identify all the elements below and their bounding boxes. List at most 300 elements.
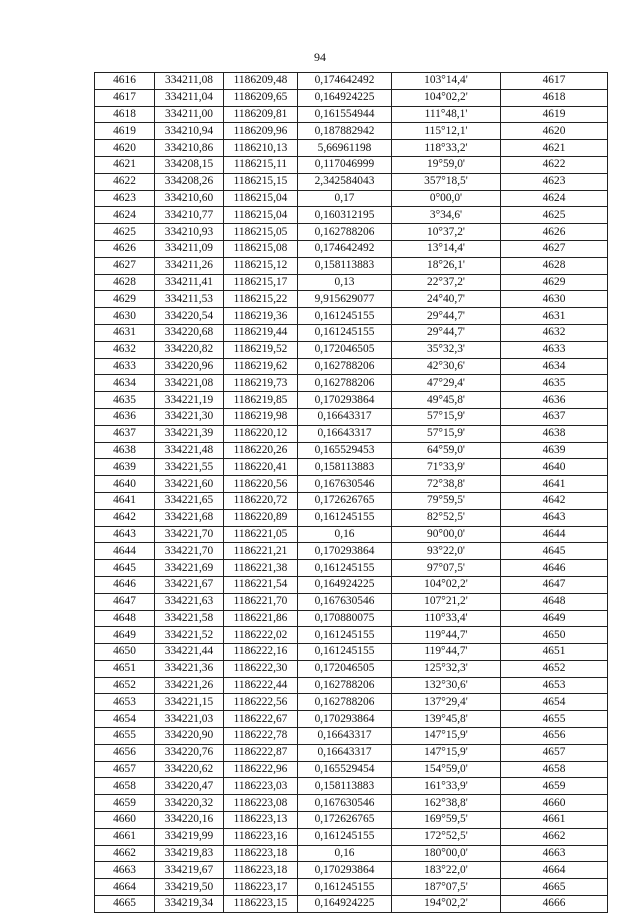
- bearing-cell: 180°00,0': [392, 845, 501, 862]
- x-coordinate-cell: 334219,34: [155, 896, 224, 913]
- distance-cell: 0,170293864: [298, 711, 392, 728]
- distance-cell: 0,165529454: [298, 761, 392, 778]
- y-coordinate-cell: 1186209,65: [224, 89, 298, 106]
- next-point-cell: 4634: [501, 358, 608, 375]
- point-number-cell: 4642: [95, 509, 155, 526]
- distance-cell: 0,167630546: [298, 593, 392, 610]
- bearing-cell: 119°44,7': [392, 644, 501, 661]
- x-coordinate-cell: 334219,83: [155, 845, 224, 862]
- point-number-cell: 4629: [95, 291, 155, 308]
- y-coordinate-cell: 1186220,89: [224, 509, 298, 526]
- y-coordinate-cell: 1186219,62: [224, 358, 298, 375]
- distance-cell: 0,16643317: [298, 728, 392, 745]
- distance-cell: 0,164924225: [298, 896, 392, 913]
- bearing-cell: 118°33,2': [392, 140, 501, 157]
- next-point-cell: 4641: [501, 476, 608, 493]
- distance-cell: 0,165529453: [298, 442, 392, 459]
- y-coordinate-cell: 1186222,67: [224, 711, 298, 728]
- point-number-cell: 4625: [95, 224, 155, 241]
- table-row: [95, 291, 608, 308]
- distance-cell: 5,66961198: [298, 140, 392, 157]
- distance-cell: 0,172626765: [298, 812, 392, 829]
- y-coordinate-cell: 1186223,18: [224, 862, 298, 879]
- bearing-cell: 357°18,5': [392, 173, 501, 190]
- next-point-cell: 4648: [501, 593, 608, 610]
- y-coordinate-cell: 1186219,85: [224, 392, 298, 409]
- x-coordinate-cell: 334221,63: [155, 593, 224, 610]
- next-point-cell: 4660: [501, 795, 608, 812]
- table-row: [95, 560, 608, 577]
- y-coordinate-cell: 1186220,56: [224, 476, 298, 493]
- distance-cell: 0,164924225: [298, 89, 392, 106]
- next-point-cell: 4649: [501, 610, 608, 627]
- distance-cell: 0,187882942: [298, 123, 392, 140]
- distance-cell: 0,167630546: [298, 476, 392, 493]
- x-coordinate-cell: 334211,09: [155, 240, 224, 257]
- distance-cell: 0,160312195: [298, 207, 392, 224]
- distance-cell: 0,167630546: [298, 795, 392, 812]
- bearing-cell: 107°21,2': [392, 593, 501, 610]
- bearing-cell: 172°52,5': [392, 828, 501, 845]
- bearing-cell: 104°02,2': [392, 576, 501, 593]
- bearing-cell: 194°02,2': [392, 896, 501, 913]
- x-coordinate-cell: 334210,94: [155, 123, 224, 140]
- point-number-cell: 4662: [95, 845, 155, 862]
- next-point-cell: 4637: [501, 408, 608, 425]
- next-point-cell: 4646: [501, 560, 608, 577]
- bearing-cell: 82°52,5': [392, 509, 501, 526]
- distance-cell: 0,164924225: [298, 576, 392, 593]
- distance-cell: 0,16: [298, 526, 392, 543]
- point-number-cell: 4663: [95, 862, 155, 879]
- x-coordinate-cell: 334220,47: [155, 778, 224, 795]
- x-coordinate-cell: 334208,26: [155, 173, 224, 190]
- bearing-cell: 183°22,0': [392, 862, 501, 879]
- table-row: [95, 795, 608, 812]
- next-point-cell: 4663: [501, 845, 608, 862]
- x-coordinate-cell: 334219,50: [155, 879, 224, 896]
- point-number-cell: 4647: [95, 593, 155, 610]
- y-coordinate-cell: 1186222,30: [224, 660, 298, 677]
- next-point-cell: 4657: [501, 744, 608, 761]
- next-point-cell: 4653: [501, 677, 608, 694]
- distance-cell: 0,170293864: [298, 862, 392, 879]
- bearing-cell: 79°59,5': [392, 492, 501, 509]
- point-number-cell: 4645: [95, 560, 155, 577]
- next-point-cell: 4658: [501, 761, 608, 778]
- distance-cell: 0,162788206: [298, 375, 392, 392]
- point-number-cell: 4660: [95, 812, 155, 829]
- y-coordinate-cell: 1186215,22: [224, 291, 298, 308]
- table-body: [95, 73, 608, 913]
- bearing-cell: 3°34,6': [392, 207, 501, 224]
- bearing-cell: 57°15,9': [392, 408, 501, 425]
- x-coordinate-cell: 334221,48: [155, 442, 224, 459]
- y-coordinate-cell: 1186221,70: [224, 593, 298, 610]
- point-number-cell: 4618: [95, 106, 155, 123]
- x-coordinate-cell: 334210,60: [155, 190, 224, 207]
- y-coordinate-cell: 1186221,38: [224, 560, 298, 577]
- bearing-cell: 18°26,1': [392, 257, 501, 274]
- bearing-cell: 154°59,0': [392, 761, 501, 778]
- x-coordinate-cell: 334221,39: [155, 425, 224, 442]
- bearing-cell: 115°12,1': [392, 123, 501, 140]
- x-coordinate-cell: 334220,16: [155, 812, 224, 829]
- point-number-cell: 4632: [95, 341, 155, 358]
- bearing-cell: 49°45,8': [392, 392, 501, 409]
- distance-cell: 0,13: [298, 274, 392, 291]
- x-coordinate-cell: 334211,08: [155, 73, 224, 90]
- table-row: [95, 744, 608, 761]
- table-row: [95, 492, 608, 509]
- distance-cell: 0,17: [298, 190, 392, 207]
- distance-cell: 0,16643317: [298, 408, 392, 425]
- x-coordinate-cell: 334221,03: [155, 711, 224, 728]
- point-number-cell: 4641: [95, 492, 155, 509]
- next-point-cell: 4661: [501, 812, 608, 829]
- next-point-cell: 4659: [501, 778, 608, 795]
- y-coordinate-cell: 1186223,03: [224, 778, 298, 795]
- distance-cell: 0,161554944: [298, 106, 392, 123]
- y-coordinate-cell: 1186223,15: [224, 896, 298, 913]
- bearing-cell: 71°33,9': [392, 459, 501, 476]
- y-coordinate-cell: 1186220,41: [224, 459, 298, 476]
- y-coordinate-cell: 1186215,11: [224, 156, 298, 173]
- distance-cell: 0,16: [298, 845, 392, 862]
- distance-cell: 0,162788206: [298, 358, 392, 375]
- x-coordinate-cell: 334221,58: [155, 610, 224, 627]
- bearing-cell: 93°22,0': [392, 543, 501, 560]
- x-coordinate-cell: 334221,19: [155, 392, 224, 409]
- x-coordinate-cell: 334220,62: [155, 761, 224, 778]
- next-point-cell: 4652: [501, 660, 608, 677]
- bearing-cell: 47°29,4': [392, 375, 501, 392]
- next-point-cell: 4651: [501, 644, 608, 661]
- point-number-cell: 4637: [95, 425, 155, 442]
- x-coordinate-cell: 334221,69: [155, 560, 224, 577]
- y-coordinate-cell: 1186220,26: [224, 442, 298, 459]
- next-point-cell: 4644: [501, 526, 608, 543]
- distance-cell: 9,915629077: [298, 291, 392, 308]
- distance-cell: 0,161245155: [298, 308, 392, 325]
- point-number-cell: 4658: [95, 778, 155, 795]
- bearing-cell: 24°40,7': [392, 291, 501, 308]
- table-row: [95, 862, 608, 879]
- x-coordinate-cell: 334221,55: [155, 459, 224, 476]
- next-point-cell: 4655: [501, 711, 608, 728]
- x-coordinate-cell: 334221,15: [155, 694, 224, 711]
- table-row: [95, 324, 608, 341]
- next-point-cell: 4664: [501, 862, 608, 879]
- next-point-cell: 4629: [501, 274, 608, 291]
- x-coordinate-cell: 334210,86: [155, 140, 224, 157]
- point-number-cell: 4659: [95, 795, 155, 812]
- bearing-cell: 42°30,6': [392, 358, 501, 375]
- x-coordinate-cell: 334210,77: [155, 207, 224, 224]
- next-point-cell: 4647: [501, 576, 608, 593]
- next-point-cell: 4636: [501, 392, 608, 409]
- x-coordinate-cell: 334221,44: [155, 644, 224, 661]
- next-point-cell: 4619: [501, 106, 608, 123]
- distance-cell: 0,161245155: [298, 644, 392, 661]
- point-number-cell: 4617: [95, 89, 155, 106]
- next-point-cell: 4618: [501, 89, 608, 106]
- distance-cell: 0,117046999: [298, 156, 392, 173]
- bearing-cell: 22°37,2': [392, 274, 501, 291]
- point-number-cell: 4616: [95, 73, 155, 90]
- y-coordinate-cell: 1186219,73: [224, 375, 298, 392]
- y-coordinate-cell: 1186209,96: [224, 123, 298, 140]
- table-row: [95, 644, 608, 661]
- point-number-cell: 4657: [95, 761, 155, 778]
- point-number-cell: 4620: [95, 140, 155, 157]
- y-coordinate-cell: 1186223,17: [224, 879, 298, 896]
- point-number-cell: 4639: [95, 459, 155, 476]
- distance-cell: 0,158113883: [298, 459, 392, 476]
- table-row: [95, 509, 608, 526]
- point-number-cell: 4653: [95, 694, 155, 711]
- table-row: [95, 677, 608, 694]
- y-coordinate-cell: 1186220,72: [224, 492, 298, 509]
- table-row: [95, 694, 608, 711]
- distance-cell: 0,174642492: [298, 73, 392, 90]
- point-number-cell: 4626: [95, 240, 155, 257]
- point-number-cell: 4656: [95, 744, 155, 761]
- next-point-cell: 4656: [501, 728, 608, 745]
- point-number-cell: 4655: [95, 728, 155, 745]
- y-coordinate-cell: 1186215,12: [224, 257, 298, 274]
- bearing-cell: 169°59,5': [392, 812, 501, 829]
- y-coordinate-cell: 1186222,87: [224, 744, 298, 761]
- y-coordinate-cell: 1186221,86: [224, 610, 298, 627]
- x-coordinate-cell: 334221,65: [155, 492, 224, 509]
- next-point-cell: 4650: [501, 627, 608, 644]
- point-number-cell: 4665: [95, 896, 155, 913]
- point-number-cell: 4640: [95, 476, 155, 493]
- distance-cell: 0,161245155: [298, 627, 392, 644]
- distance-cell: 0,172046505: [298, 660, 392, 677]
- next-point-cell: 4631: [501, 308, 608, 325]
- table-row: [95, 173, 608, 190]
- table-row: [95, 593, 608, 610]
- y-coordinate-cell: 1186209,81: [224, 106, 298, 123]
- y-coordinate-cell: 1186219,98: [224, 408, 298, 425]
- y-coordinate-cell: 1186209,48: [224, 73, 298, 90]
- point-number-cell: 4664: [95, 879, 155, 896]
- table-row: [95, 89, 608, 106]
- next-point-cell: 4633: [501, 341, 608, 358]
- bearing-cell: 111°48,1': [392, 106, 501, 123]
- bearing-cell: 29°44,7': [392, 324, 501, 341]
- y-coordinate-cell: 1186222,16: [224, 644, 298, 661]
- distance-cell: 0,170293864: [298, 392, 392, 409]
- point-number-cell: 4644: [95, 543, 155, 560]
- point-number-cell: 4650: [95, 644, 155, 661]
- next-point-cell: 4666: [501, 896, 608, 913]
- point-number-cell: 4627: [95, 257, 155, 274]
- table-row: [95, 828, 608, 845]
- x-coordinate-cell: 334219,67: [155, 862, 224, 879]
- table-row: [95, 425, 608, 442]
- point-number-cell: 4638: [95, 442, 155, 459]
- bearing-cell: 90°00,0': [392, 526, 501, 543]
- point-number-cell: 4622: [95, 173, 155, 190]
- x-coordinate-cell: 334221,70: [155, 543, 224, 560]
- table-row: [95, 610, 608, 627]
- table-row: [95, 442, 608, 459]
- next-point-cell: 4621: [501, 140, 608, 157]
- bearing-cell: 161°33,9': [392, 778, 501, 795]
- bearing-cell: 147°15,9': [392, 728, 501, 745]
- y-coordinate-cell: 1186215,04: [224, 207, 298, 224]
- table-row: [95, 728, 608, 745]
- point-number-cell: 4630: [95, 308, 155, 325]
- y-coordinate-cell: 1186219,44: [224, 324, 298, 341]
- x-coordinate-cell: 334220,76: [155, 744, 224, 761]
- distance-cell: 0,172626765: [298, 492, 392, 509]
- next-point-cell: 4630: [501, 291, 608, 308]
- table-row: [95, 812, 608, 829]
- distance-cell: 0,172046505: [298, 341, 392, 358]
- distance-cell: 0,158113883: [298, 778, 392, 795]
- table-row: [95, 308, 608, 325]
- y-coordinate-cell: 1186223,16: [224, 828, 298, 845]
- bearing-cell: 0°00,0': [392, 190, 501, 207]
- next-point-cell: 4628: [501, 257, 608, 274]
- y-coordinate-cell: 1186222,78: [224, 728, 298, 745]
- table-row: [95, 711, 608, 728]
- table-row: [95, 207, 608, 224]
- next-point-cell: 4635: [501, 375, 608, 392]
- distance-cell: 0,16643317: [298, 425, 392, 442]
- page-number: 94: [314, 50, 326, 64]
- bearing-cell: 125°32,3': [392, 660, 501, 677]
- point-number-cell: 4646: [95, 576, 155, 593]
- bearing-cell: 35°32,3': [392, 341, 501, 358]
- x-coordinate-cell: 334211,41: [155, 274, 224, 291]
- table-row: [95, 660, 608, 677]
- y-coordinate-cell: 1186222,02: [224, 627, 298, 644]
- next-point-cell: 4625: [501, 207, 608, 224]
- y-coordinate-cell: 1186220,12: [224, 425, 298, 442]
- bearing-cell: 57°15,9': [392, 425, 501, 442]
- y-coordinate-cell: 1186219,36: [224, 308, 298, 325]
- point-number-cell: 4648: [95, 610, 155, 627]
- table-row: [95, 459, 608, 476]
- next-point-cell: 4620: [501, 123, 608, 140]
- next-point-cell: 4643: [501, 509, 608, 526]
- next-point-cell: 4662: [501, 828, 608, 845]
- distance-cell: 0,162788206: [298, 224, 392, 241]
- point-number-cell: 4651: [95, 660, 155, 677]
- x-coordinate-cell: 334211,53: [155, 291, 224, 308]
- bearing-cell: 132°30,6': [392, 677, 501, 694]
- y-coordinate-cell: 1186215,17: [224, 274, 298, 291]
- table-row: [95, 375, 608, 392]
- distance-cell: 0,161245155: [298, 324, 392, 341]
- x-coordinate-cell: 334221,68: [155, 509, 224, 526]
- y-coordinate-cell: 1186222,56: [224, 694, 298, 711]
- y-coordinate-cell: 1186215,15: [224, 173, 298, 190]
- table-row: [95, 156, 608, 173]
- table-row: [95, 224, 608, 241]
- table-row: [95, 190, 608, 207]
- table-row: [95, 543, 608, 560]
- x-coordinate-cell: 334210,93: [155, 224, 224, 241]
- next-point-cell: 4640: [501, 459, 608, 476]
- y-coordinate-cell: 1186210,13: [224, 140, 298, 157]
- bearing-cell: 103°14,4': [392, 73, 501, 90]
- bearing-cell: 64°59,0': [392, 442, 501, 459]
- table-row: [95, 526, 608, 543]
- x-coordinate-cell: 334221,08: [155, 375, 224, 392]
- x-coordinate-cell: 334221,36: [155, 660, 224, 677]
- x-coordinate-cell: 334220,68: [155, 324, 224, 341]
- point-number-cell: 4624: [95, 207, 155, 224]
- x-coordinate-cell: 334219,99: [155, 828, 224, 845]
- x-coordinate-cell: 334221,52: [155, 627, 224, 644]
- point-number-cell: 4635: [95, 392, 155, 409]
- bearing-cell: 10°37,2': [392, 224, 501, 241]
- bearing-cell: 29°44,7': [392, 308, 501, 325]
- table-row: [95, 392, 608, 409]
- point-number-cell: 4643: [95, 526, 155, 543]
- table-row: [95, 845, 608, 862]
- bearing-cell: 97°07,5': [392, 560, 501, 577]
- point-number-cell: 4619: [95, 123, 155, 140]
- next-point-cell: 4638: [501, 425, 608, 442]
- table-row: [95, 240, 608, 257]
- distance-cell: 0,161245155: [298, 560, 392, 577]
- table-row: [95, 73, 608, 90]
- x-coordinate-cell: 334208,15: [155, 156, 224, 173]
- bearing-cell: 104°02,2': [392, 89, 501, 106]
- bearing-cell: 147°15,9': [392, 744, 501, 761]
- distance-cell: 2,342584043: [298, 173, 392, 190]
- y-coordinate-cell: 1186219,52: [224, 341, 298, 358]
- table-row: [95, 879, 608, 896]
- distance-cell: 0,170880075: [298, 610, 392, 627]
- bearing-cell: 110°33,4': [392, 610, 501, 627]
- next-point-cell: 4626: [501, 224, 608, 241]
- next-point-cell: 4645: [501, 543, 608, 560]
- point-number-cell: 4636: [95, 408, 155, 425]
- table-row: [95, 778, 608, 795]
- y-coordinate-cell: 1186222,96: [224, 761, 298, 778]
- table-row: [95, 106, 608, 123]
- x-coordinate-cell: 334211,00: [155, 106, 224, 123]
- point-number-cell: 4654: [95, 711, 155, 728]
- table-row: [95, 274, 608, 291]
- distance-cell: 0,161245155: [298, 509, 392, 526]
- table-row: [95, 476, 608, 493]
- next-point-cell: 4622: [501, 156, 608, 173]
- next-point-cell: 4624: [501, 190, 608, 207]
- table-row: [95, 140, 608, 157]
- table-row: [95, 358, 608, 375]
- point-number-cell: 4652: [95, 677, 155, 694]
- x-coordinate-cell: 334220,54: [155, 308, 224, 325]
- point-number-cell: 4623: [95, 190, 155, 207]
- x-coordinate-cell: 334220,82: [155, 341, 224, 358]
- distance-cell: 0,174642492: [298, 240, 392, 257]
- bearing-cell: 72°38,8': [392, 476, 501, 493]
- table-row: [95, 341, 608, 358]
- x-coordinate-cell: 334220,90: [155, 728, 224, 745]
- next-point-cell: 4627: [501, 240, 608, 257]
- table-row: [95, 627, 608, 644]
- y-coordinate-cell: 1186221,05: [224, 526, 298, 543]
